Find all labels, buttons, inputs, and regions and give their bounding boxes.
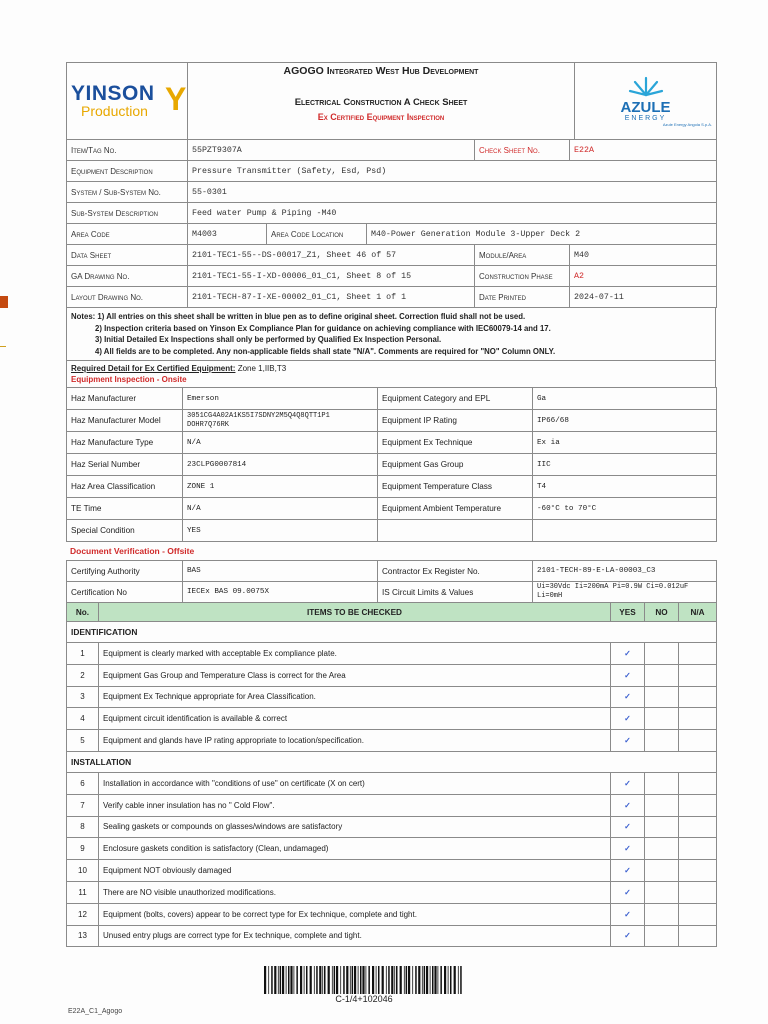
equipment-row [67,388,717,410]
section-title: IDENTIFICATION [67,622,717,643]
required-cell [67,361,716,388]
barcode-bar [394,966,395,994]
barcode-bar [310,966,312,994]
ga-value: 2101-TEC1-55-I-XD-00006_01_C1, Sheet 8 of 15 [188,266,475,287]
na-checkbox[interactable] [679,903,717,925]
barcode-bar [372,966,374,994]
barcode-bar [350,966,351,994]
barcode-bar [382,966,384,994]
barcode-bar [340,966,341,994]
equip-label: TE Time [67,498,183,520]
checklist-item [67,816,717,838]
equip-value-2 [533,520,717,542]
offsite-label-2: Contractor Ex Register No. [378,561,533,582]
check-sheet-value: E22A [570,140,717,161]
barcode-bar [296,966,298,994]
check-sheet [66,62,716,947]
barcode-number: C-1/4+102046 [335,994,393,1004]
no-checkbox[interactable] [645,664,679,686]
equip-label-2: Equipment Ex Technique [378,432,533,454]
equip-label: Haz Manufacturer Model [67,410,183,432]
offsite-title-table [66,542,716,560]
yes-check-icon[interactable]: ✓ [611,643,645,665]
checklist-table [66,602,717,947]
barcode-bar [332,966,333,994]
required-label: Required Detail for Ex Certified Equipment: [71,364,236,373]
barcode-bar [432,966,434,994]
equip-value-2: T4 [533,476,717,498]
barcode-bar [268,966,269,994]
offsite-value-2: 2101-TECH-89-E-LA-00003_C3 [533,561,717,582]
no-checkbox[interactable] [645,925,679,947]
na-checkbox[interactable] [679,730,717,752]
barcode-bar [294,966,295,994]
na-checkbox[interactable] [679,925,717,947]
project-title: AGOGO Integrated West Hub Development [283,65,479,77]
na-checkbox[interactable] [679,838,717,860]
data-sheet-value: 2101-TEC1-55--DS-00017_Z1, Sheet 46 of 57 [188,245,475,266]
no-checkbox[interactable] [645,816,679,838]
equip-value: N/A [183,498,378,520]
na-checkbox[interactable] [679,708,717,730]
no-checkbox[interactable] [645,794,679,816]
barcode-bar [290,966,292,994]
col-no: No. [67,603,99,622]
item-number: 10 [67,860,99,882]
yes-check-icon[interactable]: ✓ [611,838,645,860]
item-number: 3 [67,686,99,708]
offsite-label-2: IS Circuit Limits & Values [378,582,533,603]
na-checkbox[interactable] [679,860,717,882]
barcode-bar [400,966,402,994]
phase-label: Construction Phase [475,266,570,287]
checklist-item [67,772,717,794]
item-number: 1 [67,643,99,665]
na-checkbox[interactable] [679,881,717,903]
equipment-row [67,520,717,542]
note-1: Notes: 1) All entries on this sheet shall be written in blue pen as to define original sheet. Correction fluid shall not be used. [71,312,526,321]
equipment-row [67,476,717,498]
azule-sun-icon [626,75,666,101]
checklist-header [67,603,717,622]
layout-value: 2101-TECH-87-I-XE-00002_01_C1, Sheet 1 of 1 [188,287,475,308]
item-tag-label: Item/Tag No. [67,140,188,161]
header-table [66,62,717,140]
date-value: 2024-07-11 [570,287,717,308]
equip-label: Haz Area Classification [67,476,183,498]
barcode-bar [314,966,315,994]
equip-value-2: IP66/68 [533,410,717,432]
na-checkbox[interactable] [679,643,717,665]
barcode-bar [336,966,338,994]
barcode-bar [322,966,323,994]
barcode-bar [306,966,308,994]
data-sheet-label: Data Sheet [67,245,188,266]
barcode-bar [352,966,354,994]
item-number: 6 [67,772,99,794]
yes-check-icon[interactable]: ✓ [611,903,645,925]
offsite-label: Certification No [67,582,183,603]
equipment-row [67,410,717,432]
checklist-item [67,881,717,903]
equip-label-2: Equipment IP Rating [378,410,533,432]
barcode-bar [426,966,428,994]
equip-value: YES [183,520,378,542]
item-text: Equipment NOT obviously damaged [99,860,611,882]
offsite-label: Certifying Authority [67,561,183,582]
barcode [264,966,464,994]
module-label: Module/Area [475,245,570,266]
barcode-bar [388,966,390,994]
equip-label: Haz Manufacture Type [67,432,183,454]
barcode-bar [391,966,393,994]
barcode-bar [300,966,302,994]
barcode-bar [460,966,462,994]
yes-check-icon[interactable]: ✓ [611,860,645,882]
checklist-section [67,751,717,772]
barcode-bar [434,966,436,994]
barcode-bar [328,966,330,994]
layout-label: Layout Drawing No. [67,287,188,308]
area-loc-value: M40-Power Generation Module 3-Upper Deck 2 [367,224,717,245]
barcode-bar [358,966,359,994]
equip-label: Haz Serial Number [67,454,183,476]
barcode-bar [418,966,420,994]
barcode-bar [378,966,380,994]
footer-filename: E22A_C1_Agogo [68,1008,123,1015]
yes-check-icon[interactable]: ✓ [611,881,645,903]
col-no2: NO [645,603,679,622]
no-checkbox[interactable] [645,708,679,730]
subsys-desc-value: Feed water Pump & Piping -M40 [188,203,717,224]
item-text: There are NO visible unauthorized modifications. [99,881,611,903]
azule-tagline: Azule Energy Angola S.p.A. [662,122,712,127]
barcode-bar [396,966,398,994]
item-number: 13 [67,925,99,947]
item-number: 9 [67,838,99,860]
na-checkbox[interactable] [679,816,717,838]
barcode-bar [334,966,336,994]
yinson-logo [67,63,188,140]
checklist-item [67,664,717,686]
phase-value: A2 [570,266,717,287]
system-label: System / Sub-System No. [67,182,188,203]
azule-logo [575,63,717,140]
info-table [66,139,717,308]
barcode-bar [430,966,431,994]
barcode-bar [408,966,410,994]
barcode-bar [282,966,284,994]
item-text: Equipment Gas Group and Temperature Class is correct for the Area [99,664,611,686]
barcode-bar [444,966,446,994]
barcode-bar [278,966,279,994]
yinson-logo-text: YINSON [71,82,155,105]
barcode-bar [454,966,456,994]
area-code-value: M4003 [188,224,267,245]
note-3: 3) Initial Detailed Ex Inspections shall only be performed by Qualified Ex Inspection Personal. [95,335,442,344]
yes-check-icon[interactable]: ✓ [611,664,645,686]
sheet-title: Electrical Construction A Check Sheet [294,97,468,108]
barcode-bar [362,966,364,994]
azule-logo-sub: ENERGY [624,115,667,122]
title-cell [188,63,575,140]
barcode-bar [376,966,377,994]
no-checkbox[interactable] [645,881,679,903]
na-checkbox[interactable] [679,664,717,686]
checklist-section [67,622,717,643]
equip-value-2: Ga [533,388,717,410]
item-text: Equipment and glands have IP rating appropriate to location/specification. [99,730,611,752]
note-4: 4) All fields are to be completed. Any non-applicable fields shall state "N/A". Comments are required for "NO" Column ONLY. [95,346,556,356]
item-text: Installation in accordance with "conditions of use" on certificate (X on cert) [99,772,611,794]
checklist-item [67,925,717,947]
item-text: Equipment is clearly marked with acceptable Ex compliance plate. [99,643,611,665]
barcode-bar [360,966,362,994]
azule-logo-text: AZULE [620,99,671,116]
offsite-row [67,582,717,603]
equip-label-2: Equipment Temperature Class [378,476,533,498]
note-2: 2) Inspection criteria based on Yinson Ex Compliance Plan for guidance on achieving compliance with IEC60079-14 and 17. [95,323,551,333]
barcode-bar [346,966,348,994]
barcode-bar [404,966,405,994]
barcode-bar [288,966,290,994]
offsite-value-2: Ui=30Vdc Ii=200mA Pi=0.9W Ci=0.012uF Li=0mH [533,582,717,603]
barcode-bar [412,966,413,994]
barcode-bar [271,966,273,994]
item-number: 11 [67,881,99,903]
equip-label-2: Equipment Category and EPL [378,388,533,410]
equip-label: Special Condition [67,520,183,542]
item-text: Enclosure gaskets condition is satisfactory (Clean, undamaged) [99,838,611,860]
scan-edge-line [0,346,6,347]
equip-value-2: -60°C to 70°C [533,498,717,520]
equip-value: ZONE 1 [183,476,378,498]
yinson-logo-mark: Y [165,81,187,117]
equip-value: 3051CG4A02A1KS5I7SDNY2M5Q4Q8QTT1P1 DOHR7Q76RK [183,410,378,432]
barcode-bar [415,966,417,994]
yes-check-icon[interactable]: ✓ [611,772,645,794]
item-number: 12 [67,903,99,925]
item-number: 5 [67,730,99,752]
equipment-row [67,432,717,454]
item-number: 4 [67,708,99,730]
barcode-bar [304,966,305,994]
barcode-bar [264,966,266,994]
equip-label: Haz Manufacturer [67,388,183,410]
equipment-table [66,387,717,542]
scan-edge-mark [0,296,8,308]
yes-check-icon[interactable]: ✓ [611,708,645,730]
required-value: Zone 1,IIB,T3 [237,364,287,373]
barcode-bar [354,966,356,994]
item-number: 8 [67,816,99,838]
item-text: Equipment (bolts, covers) appear to be correct type for Ex technique, complete and tight. [99,903,611,925]
item-text: Equipment circuit identification is available & correct [99,708,611,730]
offsite-value: IECEx BAS 09.0075X [183,582,378,603]
checklist-item [67,708,717,730]
yinson-logo-sub: Production [81,103,148,119]
system-value: 55-0301 [188,182,717,203]
equip-value-2: Ex ia [533,432,717,454]
notes-table [66,307,716,361]
equip-value: Emerson [183,388,378,410]
check-sheet-label: Check Sheet No. [475,140,570,161]
item-text: Verify cable inner insulation has no " Cold Flow". [99,794,611,816]
no-checkbox[interactable] [645,903,679,925]
offsite-table [66,560,717,603]
na-checkbox[interactable] [679,686,717,708]
ga-label: GA Drawing No. [67,266,188,287]
checklist-item [67,860,717,882]
no-checkbox[interactable] [645,643,679,665]
required-table [66,360,716,388]
section-title: INSTALLATION [67,751,717,772]
offsite-row [67,561,717,582]
offsite-title: Document Verification - Offsite [70,546,195,556]
barcode-bar [386,966,387,994]
na-checkbox[interactable] [679,772,717,794]
area-loc-label: Area Code Location [267,224,367,245]
barcode-bar [424,966,426,994]
barcode-bar [450,966,452,994]
col-items: ITEMS TO BE CHECKED [99,603,611,622]
barcode-bar [280,966,282,994]
no-checkbox[interactable] [645,838,679,860]
barcode-bar [438,966,439,994]
barcode-bar [366,966,367,994]
yes-check-icon[interactable]: ✓ [611,686,645,708]
checklist-item [67,903,717,925]
equipment-row [67,498,717,520]
yes-check-icon[interactable]: ✓ [611,794,645,816]
onsite-title: Equipment Inspection - Onsite [71,375,187,384]
yes-check-icon[interactable]: ✓ [611,816,645,838]
item-number: 2 [67,664,99,686]
barcode-bar [274,966,276,994]
area-code-label: Area Code [67,224,188,245]
equip-desc-value: Pressure Transmitter (Safety, Esd, Psd) [188,161,717,182]
offsite-value: BAS [183,561,378,582]
checklist-item [67,643,717,665]
checklist-item [67,838,717,860]
module-value: M40 [570,245,717,266]
date-label: Date Printed [475,287,570,308]
item-text: Equipment Ex Technique appropriate for Area Classification. [99,686,611,708]
item-text: Sealing gaskets or compounds on glasses/windows are satisfactory [99,816,611,838]
barcode-bar [448,966,449,994]
checklist-item [67,686,717,708]
notes-cell [67,308,716,361]
item-number: 7 [67,794,99,816]
sheet-subtitle: Ex Certified Equipment Inspection [317,112,445,122]
equip-value-2: IIC [533,454,717,476]
barcode-bar [458,966,459,994]
checklist-item [67,730,717,752]
no-checkbox[interactable] [645,860,679,882]
barcode-bar [422,966,423,994]
equipment-row [67,454,717,476]
equip-label-2: Equipment Ambient Temperature [378,498,533,520]
na-checkbox[interactable] [679,794,717,816]
equip-label-2: Equipment Gas Group [378,454,533,476]
checklist-item [67,794,717,816]
barcode-bar [343,966,345,994]
equip-label-2 [378,520,533,542]
barcode-bar [368,966,370,994]
item-tag-value: 55PZT9307A [188,140,475,161]
barcode-bar [440,966,442,994]
equip-value: 23CLPG0007814 [183,454,378,476]
yes-check-icon[interactable]: ✓ [611,730,645,752]
barcode-bar [324,966,326,994]
no-checkbox[interactable] [645,772,679,794]
col-yes: YES [611,603,645,622]
subsys-desc-label: Sub-System Description [67,203,188,224]
no-checkbox[interactable] [645,686,679,708]
equip-value: N/A [183,432,378,454]
barcode-bar [316,966,318,994]
barcode-bar [319,966,321,994]
equip-desc-label: Equipment Description [67,161,188,182]
barcode-bar [406,966,408,994]
barcode-bar [286,966,287,994]
no-checkbox[interactable] [645,730,679,752]
yes-check-icon[interactable]: ✓ [611,925,645,947]
item-text: Unused entry plugs are correct type for Ex technique, complete and tight. [99,925,611,947]
col-na: N/A [679,603,717,622]
